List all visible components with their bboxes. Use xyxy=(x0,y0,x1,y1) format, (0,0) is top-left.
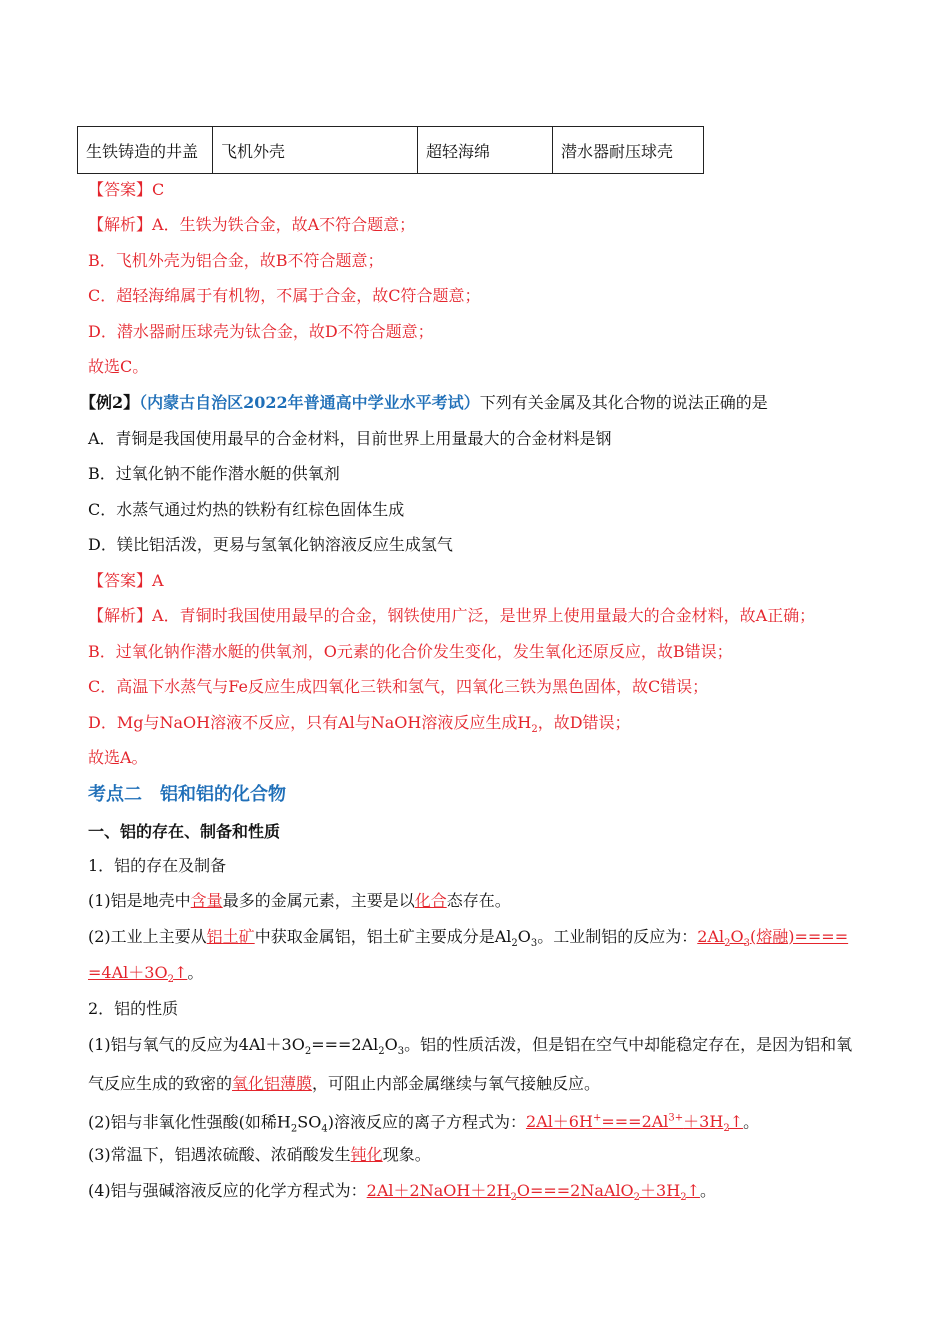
superscript: 3+ xyxy=(668,1113,684,1124)
subscript: 2 xyxy=(167,974,174,986)
subscript: 2 xyxy=(511,938,518,950)
text: 态存在。 xyxy=(446,891,511,910)
text: (1)铝与氧气的反应为4Al＋3O xyxy=(88,1035,305,1054)
table-cell: 生铁铸造的井盖 xyxy=(78,127,213,174)
paragraph-2-1-cont xyxy=(88,1074,600,1094)
subscript: 3 xyxy=(397,1046,405,1058)
options-table xyxy=(77,126,704,174)
ex2-question xyxy=(80,393,768,413)
subscript: 2 xyxy=(680,1192,687,1204)
text: 。 xyxy=(187,963,204,982)
blank-answer: 铝土矿 xyxy=(206,927,255,946)
equation xyxy=(525,1112,744,1135)
analysis-tag: 【解析】 xyxy=(88,215,153,234)
subscript: 2 xyxy=(723,1123,730,1135)
equation-part: ↑ xyxy=(729,1112,744,1132)
equation-part: 2Al＋2NaOH＋2H xyxy=(366,1181,511,1200)
ex2-option-a: A．青铜是我国使用最早的合金材料，目前世界上用量最大的合金材料是钢 xyxy=(88,429,612,448)
equation-part: 2Al xyxy=(697,927,725,946)
subscript: 2 xyxy=(724,938,731,950)
answer-value: A xyxy=(152,571,164,590)
paragraph-1-2 xyxy=(88,927,848,954)
subsection-title: 一、铝的存在、制备和性质 xyxy=(88,822,281,841)
ex2-analysis-b: B．过氧化钠作潜水艇的供氧剂，O元素的化合价发生变化，发生氧化还原反应，故B错误； xyxy=(88,642,733,661)
section-title: 考点二 铝和铝的化合物 xyxy=(88,784,286,805)
equation-part: ↑ xyxy=(686,1181,700,1200)
table-cell: 潜水器耐压球壳 xyxy=(553,127,704,174)
heading-1: 1．铝的存在及制备 xyxy=(88,856,227,875)
text: O xyxy=(384,1035,398,1054)
answer-tag: 【答案】 xyxy=(88,571,153,590)
text: (2)工业上主要从 xyxy=(88,927,207,946)
ex2-analysis-c: C．高温下水蒸气与Fe反应生成四氧化三铁和氢气，四氧化三铁为黑色固体，故C错误； xyxy=(88,677,709,696)
subscript: 2 xyxy=(290,1123,298,1135)
equation-part: =4Al＋3O xyxy=(88,963,168,982)
text: 。 xyxy=(699,1181,716,1200)
superscript: + xyxy=(592,1113,602,1124)
equation-part: O xyxy=(730,927,744,946)
subscript: 2 xyxy=(378,1046,385,1058)
ex2-option-b: B．过氧化钠不能作潜水艇的供氧剂 xyxy=(88,464,340,483)
equation-part: ↑ xyxy=(173,963,188,982)
text: 。工业制铝的反应为： xyxy=(537,927,698,946)
ex2-analysis-d xyxy=(88,713,631,740)
text: 中获取金属铝，铝土矿主要成分是Al xyxy=(254,927,512,946)
equation xyxy=(88,963,188,986)
paragraph-1-2-cont xyxy=(88,963,203,990)
ex2-analysis-a xyxy=(88,606,815,626)
analysis-text: ，故D错误； xyxy=(537,713,631,732)
subscript: 2 xyxy=(510,1192,517,1204)
text: (4)铝与强碱溶液反应的化学方程式为： xyxy=(88,1181,367,1200)
ex2-answer xyxy=(88,571,164,591)
ex1-answer xyxy=(88,180,164,200)
subscript: 3 xyxy=(743,938,750,950)
analysis-text: A．青铜时我国使用最早的合金，钢铁使用广泛，是世界上使用量最大的合金材料，故A正确； xyxy=(152,606,816,625)
equation-part: 2Al＋6H xyxy=(525,1112,593,1132)
table-row xyxy=(78,127,704,174)
question-text: 下列有关金属及其化合物的说法正确的是 xyxy=(479,393,768,412)
blank-answer: 氧化铝薄膜 xyxy=(232,1074,313,1093)
text: SO xyxy=(297,1112,322,1132)
equation xyxy=(697,927,849,950)
blank-answer: 含量 xyxy=(190,891,223,910)
table-cell: 飞机外壳 xyxy=(213,127,418,174)
equation-part: ===2Al xyxy=(601,1112,669,1132)
ex2-option-d: D．镁比铝活泼，更易与氢氧化钠溶液反应生成氢气 xyxy=(88,535,453,554)
analysis-text: D．Mg与NaOH溶液不反应，只有Al与NaOH溶液反应生成H xyxy=(88,713,532,732)
subscript: 2 xyxy=(531,724,538,736)
equation-part: O===2NaAlO xyxy=(516,1181,634,1200)
answer-tag: 【答案】 xyxy=(88,180,153,199)
text: 最多的金属元素，主要是以 xyxy=(222,891,415,910)
text: )溶液反应的离子方程式为： xyxy=(327,1112,526,1132)
table-cell: 超轻海绵 xyxy=(418,127,553,174)
paragraph-2-3 xyxy=(88,1145,431,1165)
ex1-analysis-d: D．潜水器耐压球壳为钛合金，故D不符合题意； xyxy=(88,322,434,341)
paragraph-1-1 xyxy=(88,891,511,911)
blank-answer: 化合 xyxy=(414,891,447,910)
example-source: （内蒙古自治区2022年普通高中学业水平考试） xyxy=(139,393,480,412)
ex1-analysis-b: B．飞机外壳为铝合金，故B不符合题意； xyxy=(88,251,384,270)
subscript: 2 xyxy=(633,1192,641,1204)
text: (3)常温下，铝遇浓硫酸、浓硝酸发生 xyxy=(88,1145,351,1164)
text: 。铝的性质活泼，但是铝在空气中却能稳定存在，是因为铝和氧 xyxy=(404,1035,853,1054)
analysis-tag: 【解析】 xyxy=(88,606,153,625)
heading-2: 2．铝的性质 xyxy=(88,999,179,1018)
paragraph-2-4 xyxy=(88,1181,716,1208)
equation-part: ＋3H xyxy=(640,1181,681,1200)
ex2-conclusion: 故选A。 xyxy=(88,748,148,767)
ex1-analysis-c: C．超轻海绵属于有机物，不属于合金，故C符合题意； xyxy=(88,286,481,305)
equation-part: ＋3H xyxy=(683,1112,724,1132)
subscript: 3 xyxy=(530,938,538,950)
paragraph-2-2 xyxy=(88,1109,759,1140)
text: ===2Al xyxy=(311,1035,379,1054)
example-tag: 【例2】 xyxy=(80,393,140,412)
ex2-option-c: C．水蒸气通过灼热的铁粉有红棕色固体生成 xyxy=(88,500,405,519)
analysis-text: A．生铁为铁合金，故A不符合题意； xyxy=(152,215,416,234)
equation-part: (熔融)==== xyxy=(750,927,849,946)
ex1-conclusion: 故选C。 xyxy=(88,357,149,376)
text: O xyxy=(517,927,531,946)
subscript: 4 xyxy=(321,1123,328,1135)
subscript: 2 xyxy=(304,1046,312,1058)
text: (2)铝与非氧化性强酸(如稀H xyxy=(88,1112,291,1132)
paragraph-2-1 xyxy=(88,1035,852,1062)
text: ，可阻止内部金属继续与氧气接触反应。 xyxy=(312,1074,601,1093)
text: 。 xyxy=(743,1112,760,1132)
ex1-analysis-a xyxy=(88,215,415,235)
text: 气反应生成的致密的 xyxy=(88,1074,233,1093)
text: (1)铝是地壳中 xyxy=(88,891,191,910)
answer-value: C xyxy=(152,180,165,199)
text: 现象。 xyxy=(382,1145,431,1164)
blank-answer: 钝化 xyxy=(350,1145,383,1164)
equation xyxy=(366,1181,700,1204)
